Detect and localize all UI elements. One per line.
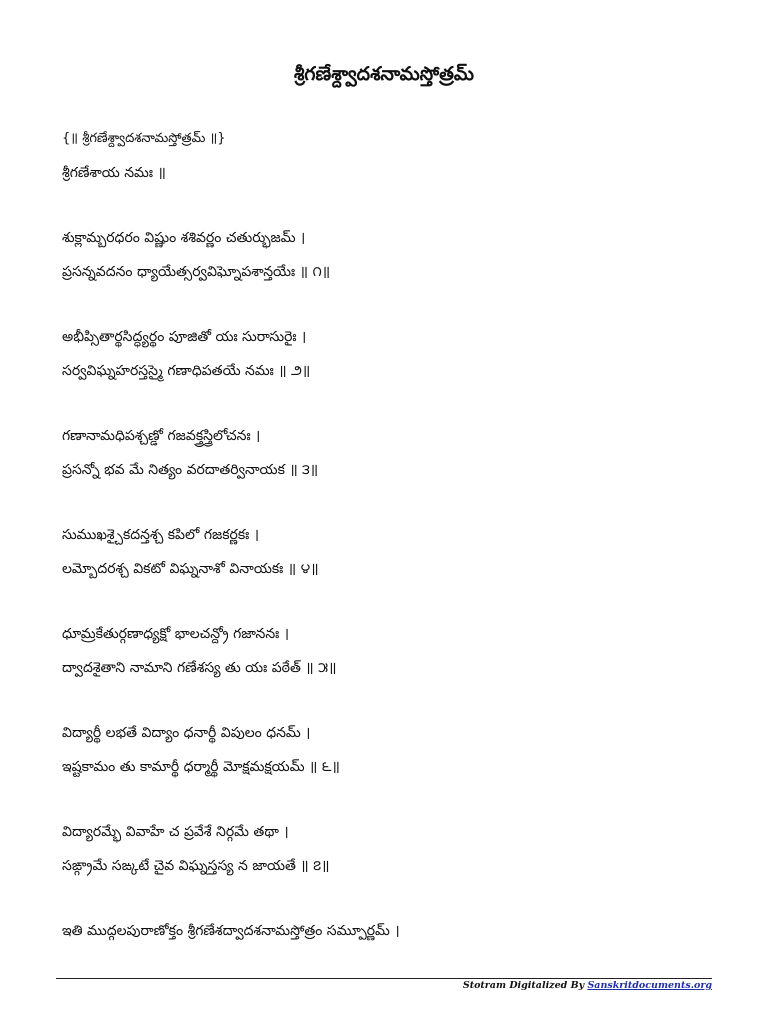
verse-2-line-2: సర్వవిఘ్నహరస్తస్మై గణాధిపతయే నమః ॥ ౨॥ [62, 363, 311, 379]
footer-credit [463, 979, 712, 993]
invocation-line: శ్రీగణేశాయ నమః ॥ [62, 165, 166, 181]
stanza-gap [62, 289, 722, 320]
sanskritdocuments-link[interactable]: Sanskritdocuments.org [587, 980, 712, 991]
colophon-line: ఇతి ముద్గలపురాణోక్తం శ్రీగణేశద్వాదశనామస్తోత్రం సమ్పూర్ణమ్ । [62, 923, 400, 939]
page-title: శ్రీగణేశ్ద్వాదశనామస్తోత్రమ్ [293, 63, 475, 85]
stanza-gap [62, 586, 722, 617]
stanza-gap [62, 190, 722, 221]
stanza-gap [62, 685, 722, 716]
verse-5-line-2: ద్వాదశైతాని నామాని గణేశస్య తు యః పఠేత్ ॥ ౫॥ [62, 660, 337, 676]
verse-3-line-2: ప్రసన్నో భవ మే నిత్యం వరదాతర్వినాయక ॥ ౩॥ [62, 462, 319, 478]
stanza-gap [62, 883, 722, 914]
verse-1-line-1: శుక్లామ్బరధరం విష్ణుం శశివర్ణం చతుర్భుజమ్ । [62, 230, 306, 246]
footer-credit-text: Stotram Digitalized By [462, 980, 588, 991]
verse-2-line-1: అభీప్సితార్థసిద్ధ్యర్థం పూజితో యః సురాసురైః । [62, 329, 307, 345]
stotram-header-line: {॥ శ్రీగణేశ్ద్వాదశనామస్తోత్రమ్ ॥} [62, 131, 226, 146]
verse-4-line-2: లమ్బోదరశ్చ వికటో విఘ్ననాశో వినాయకః ॥ ౪॥ [62, 561, 319, 577]
verse-6-line-2: ఇష్టకామం తు కామార్థీ ధర్మార్థీ మోక్షమక్షయమ్ ॥ ౬॥ [62, 759, 340, 775]
stotram-body [62, 122, 722, 948]
verse-1-line-2: ప్రసన్నవదనం ధ్యాయేత్సర్వవిఘ్నోపశాన్తయేః ॥ ౧॥ [62, 264, 331, 280]
verse-7-line-2: సఙ్గ్రామే సఙ్కటే చైవ విఘ్నస్తస్య న జాయతే ॥ ౭॥ [62, 858, 330, 874]
verse-4-line-1: సుముఖశ్చైకదన్తశ్చ కపిలో గజకర్ణకః । [62, 527, 260, 543]
verse-7-line-1: విద్యారమ్భే వివాహే చ ప్రవేశే నిర్గమే తథా । [62, 824, 289, 840]
stanza-gap [62, 784, 722, 815]
verse-6-line-1: విద్యార్థీ లభతే విద్యాం ధనార్థీ విపులం ధనమ్ । [62, 725, 311, 741]
stanza-gap [62, 487, 722, 518]
verse-5-line-1: ధూమ్రకేతుర్గణాధ్యక్షో భాలచన్ద్రో గజాననః । [62, 626, 290, 642]
stanza-gap [62, 388, 722, 419]
verse-3-line-1: గణానామధిపశ్చణ్డో గజవక్త్రస్త్రిలోచనః । [62, 428, 261, 444]
